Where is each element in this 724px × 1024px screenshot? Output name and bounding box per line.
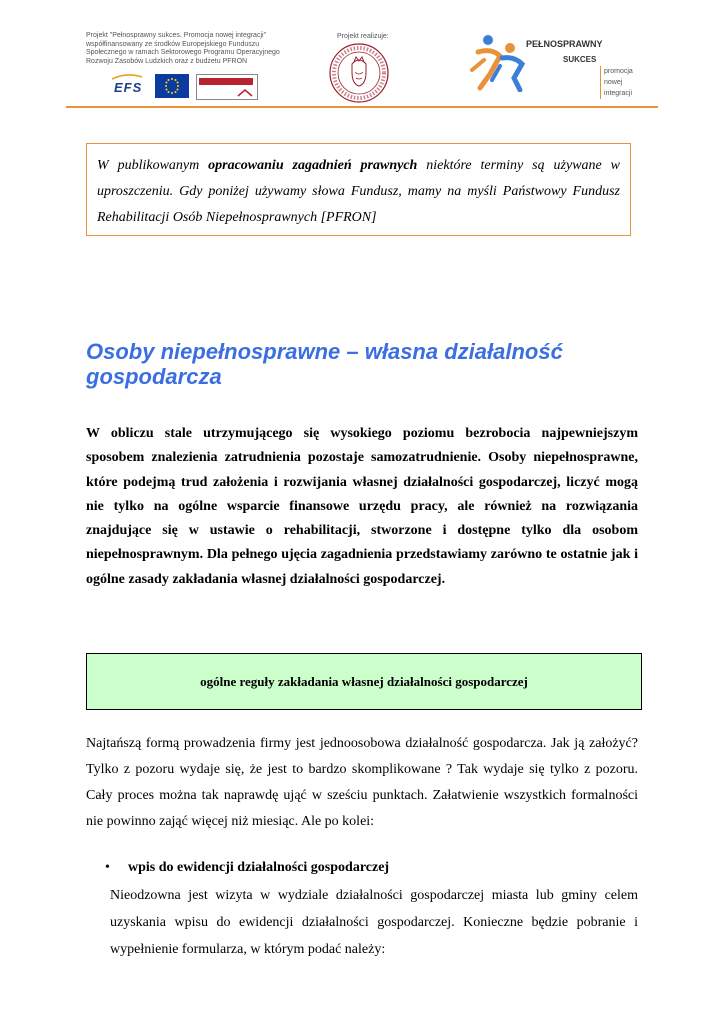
brand-tagline-line: promocja bbox=[604, 68, 633, 75]
section-heading-text: ogólne reguły zakładania własnej działalności gospodarczej bbox=[200, 673, 528, 689]
pfron-logo bbox=[196, 74, 258, 100]
note-text-bold: opracowaniu zagadnień prawnych bbox=[208, 158, 418, 173]
brand-tagline-line: nowej bbox=[604, 79, 623, 86]
page-title: Osoby niepełnosprawne – własna działalność gospodarcza bbox=[86, 339, 563, 389]
section-heading-box bbox=[86, 653, 642, 710]
bullet-label: wpis do ewidencji działalności gospodarczej bbox=[128, 860, 390, 875]
eu-flag-icon bbox=[155, 74, 189, 98]
figures-logo-icon bbox=[470, 30, 528, 92]
brand-subtitle: SUKCES bbox=[563, 55, 597, 64]
project-line-4: Rozwoju Zasobów Ludzkich oraz z budżetu PFRON bbox=[86, 57, 248, 65]
realizuje-label: Projekt realizuje: bbox=[337, 33, 389, 40]
pfron-mark-icon bbox=[237, 89, 253, 97]
body-paragraph: Najtańszą formą prowadzenia firmy jest jednoosobowa działalność gospodarcza. Jak ją założyć? Tylko z pozoru wydaje się, że jest to bardzo skomplikowane ? Tak wydaje się tylko z pozoru. Cały proces można tak naprawdę ująć w sześciu punktach. Załatwienie wszystkich formalności nie powinno zająć więcej niż miesiąc. Ale po kolei: bbox=[86, 736, 638, 829]
bullet-icon: • bbox=[105, 860, 110, 875]
body-paragraph-bullet: Nieodzowna jest wizyta w wydziale działalności gospodarczej miasta lub gminy celem uzyskania wpisu do ewidencji działalności gospodarczej. Konieczne będzie pobranie i wypełnienie formularza, w którym podać należy: bbox=[110, 888, 638, 957]
project-description bbox=[86, 32, 296, 66]
brand-tagline bbox=[600, 66, 633, 99]
project-line-1: Projekt "Pełnosprawny sukces. Promocja nowej integracji" bbox=[86, 32, 267, 39]
header-divider bbox=[66, 106, 658, 108]
brand-tagline-line: integracji bbox=[604, 90, 633, 97]
brand-title: PEŁNOSPRAWNY bbox=[526, 39, 603, 49]
project-line-3: Społecznego w ramach Sektorowego Programu Operacyjnego bbox=[86, 49, 280, 57]
legal-note-box bbox=[86, 143, 631, 236]
note-text-rest: niektóre terminy są używane w uproszczeniu. Gdy poniżej używamy słowa Fundusz, mamy na myśli Państwowy Fundusz Rehabilitacji Osób Niepełnosprawnych [PFRON] bbox=[97, 158, 620, 225]
legal-note-text bbox=[97, 153, 620, 231]
foundation-seal-icon bbox=[328, 42, 390, 104]
project-line-2: współfinansowany ze środków Europejskiego Funduszu bbox=[86, 40, 260, 48]
efs-logo: EFS bbox=[114, 80, 143, 95]
note-text-start: W publikowanym bbox=[97, 158, 209, 173]
document-header bbox=[0, 0, 724, 108]
pelnosprawny-sukces-logo bbox=[470, 24, 670, 104]
intro-paragraph: W obliczu stale utrzymującego się wysokiego poziomu bezrobocia najpewniejszym sposobem znalezienia zatrudnienia pozostaje samozatrudnienie. Osoby niepełnosprawne, które podejmą trud założenia i rozwijania własnej działalności gospodarczej, liczyć mogą nie tylko na ogólne wsparcie finansowe urzędu pracy, ale również na rozwiązania znajdujące się w ustawie o rehabilitacji, stworzone i dostępne tylko dla osobom niepełnosprawnym. Dla pełnego ujęcia zagadnienia przedstawiamy zarówno te ostatnie jak i ogólne zasady zakładania własnej działalności gospodarczej. bbox=[86, 426, 638, 587]
